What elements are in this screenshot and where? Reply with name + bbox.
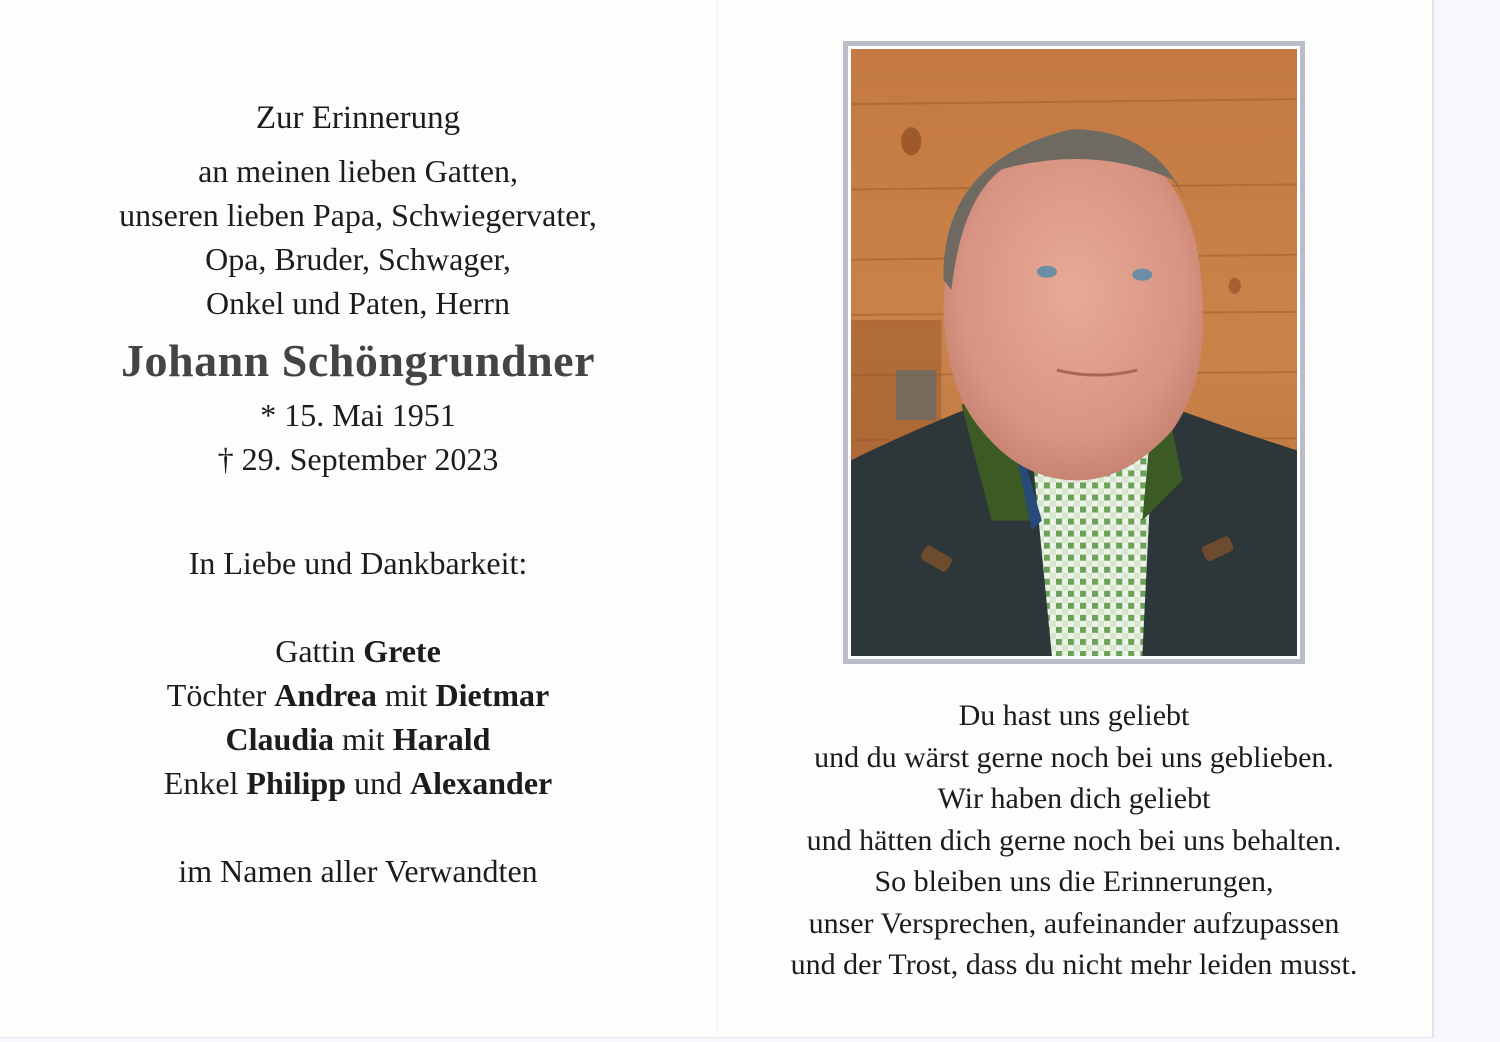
- card-fold: [717, 0, 718, 1038]
- birth-date: 15. Mai 1951: [284, 397, 456, 433]
- death-date-line: [60, 437, 656, 481]
- intro-line: an meinen lieben Gatten,: [198, 153, 518, 189]
- mourner-row: [60, 629, 656, 673]
- mourner-name: Philipp: [246, 765, 347, 801]
- mourners-list: [60, 629, 656, 805]
- mourner-name: Harald: [392, 721, 491, 757]
- birth-date-line: [60, 393, 656, 437]
- mourner-name: Andrea: [274, 677, 377, 713]
- death-date: 29. September 2023: [241, 441, 499, 477]
- portrait-photo-icon: [851, 49, 1297, 656]
- poem-line: und hätten dich gerne noch bei uns behalten.: [806, 823, 1342, 857]
- mourner-name: Claudia: [225, 721, 335, 757]
- mourner-relation: mit: [334, 721, 393, 757]
- mourner-relation: Gattin: [275, 633, 364, 669]
- poem-line: unser Versprechen, aufeinander aufzupassen: [808, 906, 1340, 940]
- life-dates: [60, 393, 656, 481]
- intro-line: Onkel und Paten, Herrn: [206, 285, 510, 321]
- mourners-closing: im Namen aller Verwandten: [178, 853, 538, 889]
- poem-line: und der Trost, dass du nicht mehr leiden musst.: [790, 948, 1358, 981]
- birth-star-icon: *: [260, 397, 277, 433]
- poem-line: So bleiben uns die Erinnerungen,: [874, 865, 1274, 898]
- mourner-relation: und: [346, 765, 411, 801]
- mourners-heading: In Liebe und Dankbarkeit:: [188, 545, 528, 581]
- mourner-row: [60, 673, 656, 717]
- mourner-relation: Töchter: [166, 677, 275, 713]
- mourner-relation: mit: [376, 677, 436, 713]
- mourner-name: Grete: [363, 633, 441, 669]
- intro-line: unseren lieben Papa, Schwiegervater,: [119, 197, 597, 233]
- mourner-name: Dietmar: [435, 677, 550, 713]
- left-panel: [60, 95, 656, 893]
- poem: [740, 695, 1408, 986]
- intro-line: Opa, Bruder, Schwager,: [205, 241, 511, 277]
- portrait-frame: [843, 41, 1305, 664]
- poem-line: Du hast uns geliebt: [958, 699, 1190, 732]
- poem-line: Wir haben dich geliebt: [937, 782, 1211, 815]
- intro-title: Zur Erinnerung: [255, 100, 461, 136]
- mourner-name: Alexander: [410, 765, 553, 801]
- mourner-row: [60, 761, 656, 805]
- mourner-relation: Enkel: [163, 765, 247, 801]
- mourner-row: [60, 717, 656, 761]
- poem-line: und du wärst gerne noch bei uns geblieben.: [814, 740, 1334, 774]
- deceased-name: Johann Schöngrundner: [121, 335, 595, 386]
- cross-icon: †: [217, 441, 234, 477]
